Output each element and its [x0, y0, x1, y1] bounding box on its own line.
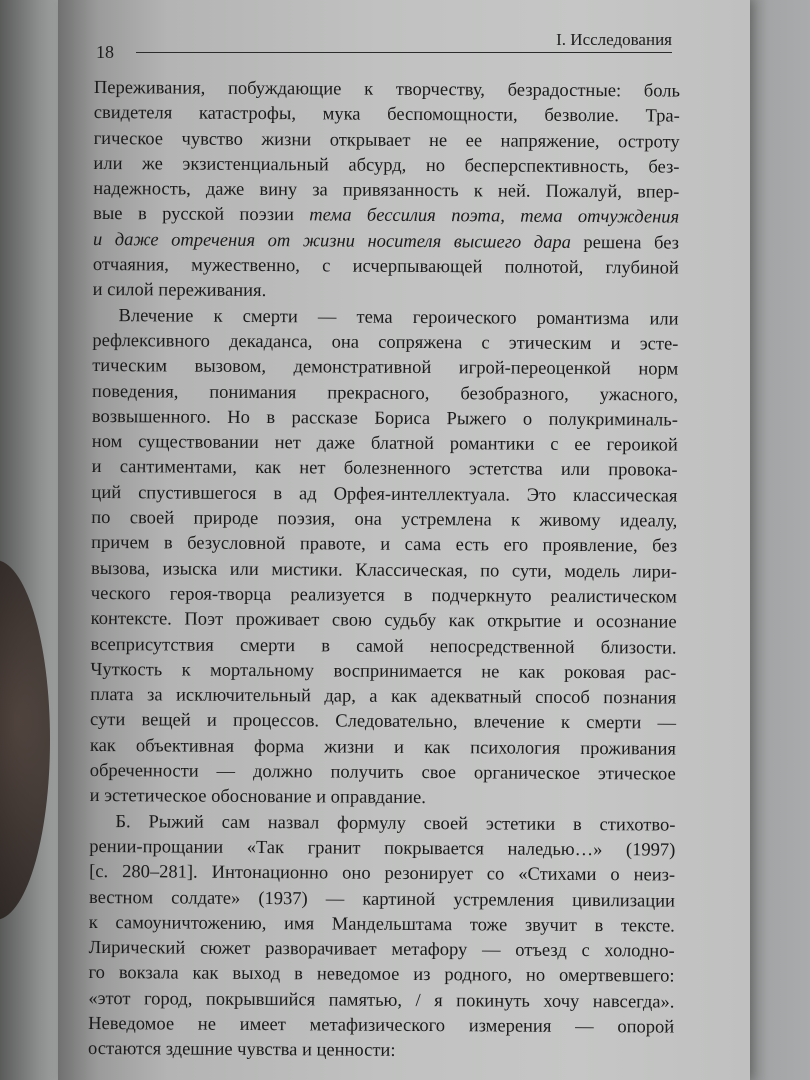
- page-number: 18: [96, 42, 114, 62]
- header-rule: [136, 52, 672, 53]
- text-line: ном существовании нет даже блатной романтики с ее героикой: [91, 432, 678, 456]
- text-line: рефлексивного декаданса, она сопряжена с этическим и эсте-: [92, 330, 679, 355]
- text-line: «этот город, покрывшийся памятью, / я покинуть хочу навсегда».: [88, 988, 675, 1013]
- text-line: и сантиментами, как нет болезненного эстетства или провока-: [91, 457, 678, 482]
- text-run: вые в русской поэзии: [93, 204, 310, 226]
- text-line: гическое чувство жизни открывает не ее напряжение, остроту: [93, 128, 680, 153]
- italic-run: и даже отречения от жизни носителя высшего дара: [92, 229, 571, 253]
- text-line: по своей природе поэзия, она устремлена к живому идеалу,: [91, 508, 678, 532]
- text-line: вестном солдате» (1937) — картиной устремления цивилизации: [88, 887, 676, 912]
- paragraph-3: [88, 810, 676, 1067]
- text-line: и силой переживания.: [92, 280, 267, 302]
- thumb-shadow: [0, 560, 50, 920]
- text-line: ческого героя-творца реализуется в подчеркнуто реалистическом: [90, 583, 677, 608]
- page-header: [96, 30, 672, 64]
- paragraph-1: [93, 76, 680, 307]
- text-line-mixed: [93, 202, 679, 231]
- text-line: тическим вызовом, демонстративной игрой-переоценкой норм: [92, 356, 679, 380]
- text-line-mixed: [93, 228, 679, 257]
- text-line: рении-прощании «Так гранит покрывается наледью…» (1997): [89, 836, 676, 861]
- text-line: вызова, изыска или мистики. Классическая, по сути, модель лири-: [90, 558, 678, 583]
- text-line: Б. Рыжий сам назвал формулу своей эстетики в стихотво-: [115, 811, 676, 836]
- text-line: [с. 280–281]. Интонационно оно резонирует со «Стихами о неиз-: [89, 862, 676, 886]
- running-title: I. Исследования: [556, 30, 672, 49]
- italic-run: тема бессилия поэта, тема отчуждения: [309, 205, 680, 229]
- text-line: и эстетическое обоснование и оправдание.: [89, 786, 426, 809]
- paragraph-2: [90, 304, 679, 814]
- text-line: возвышенного. Но в рассказе Бориса Рыжего о полукриминаль-: [91, 406, 678, 431]
- text-run: решена без: [570, 232, 680, 254]
- text-line: обреченности — должно получить свое органическое этическое: [89, 761, 676, 785]
- text-line: плата за исключительный дар, а как адекватный способ познания: [90, 685, 677, 709]
- text-line: контексте. Поэт проживает свою судьбу как открытие и осознание: [90, 609, 677, 633]
- text-line: го вокзала как выход в неведомое из родного, но омертвевшего:: [88, 963, 675, 987]
- adjacent-page-edge: [750, 0, 810, 1080]
- text-line: Чуткость к мортальному воспринимается не как роковая рас-: [90, 659, 677, 684]
- text-line: остаются здешние чувства и ценности:: [87, 1039, 396, 1062]
- text-line: или же экзистенциальный абсурд, но бесперспективность, без-: [93, 153, 680, 178]
- text-line: сути вещей и процессов. Следовательно, влечение к смерти —: [90, 710, 677, 734]
- text-line: отчаяния, мужественно, с исчерпывающей полнотой, глубиной: [92, 255, 679, 279]
- text-line: Влечение к смерти — тема героического романтизма или: [118, 305, 679, 330]
- text-line: ций спустившегося в ад Орфея-интеллектуала. Это классическая: [91, 482, 678, 507]
- text-line: Лирический сюжет разворачивает метафору — отъезд с холодно-: [88, 938, 675, 962]
- text-line: надежность, даже вину за привязанность к ней. Пожалуй, впер-: [93, 179, 680, 203]
- text-line: Неведомое не имеет метафизического измерения — опорой: [88, 1013, 675, 1038]
- text-line: причем в безусловной правоте, и сама есть его проявление, без: [91, 533, 678, 557]
- text-line: поведения, понимания прекрасного, безобразного, ужасного,: [92, 381, 679, 406]
- text-line: к самоуничтожению, имя Мандельштама тоже звучит в тексте.: [88, 912, 675, 937]
- text-line: свидетеля катастрофы, мука беспомощности, безволие. Тра-: [93, 103, 680, 127]
- text-line: как объективная форма жизни и как психология проживания: [89, 735, 676, 760]
- body-text: [88, 76, 680, 1066]
- text-line: всеприсутствия смерти в самой непосредственной близости.: [90, 634, 677, 659]
- text-line: Переживания, побуждающие к творчеству, безрадостные: боль: [93, 77, 680, 102]
